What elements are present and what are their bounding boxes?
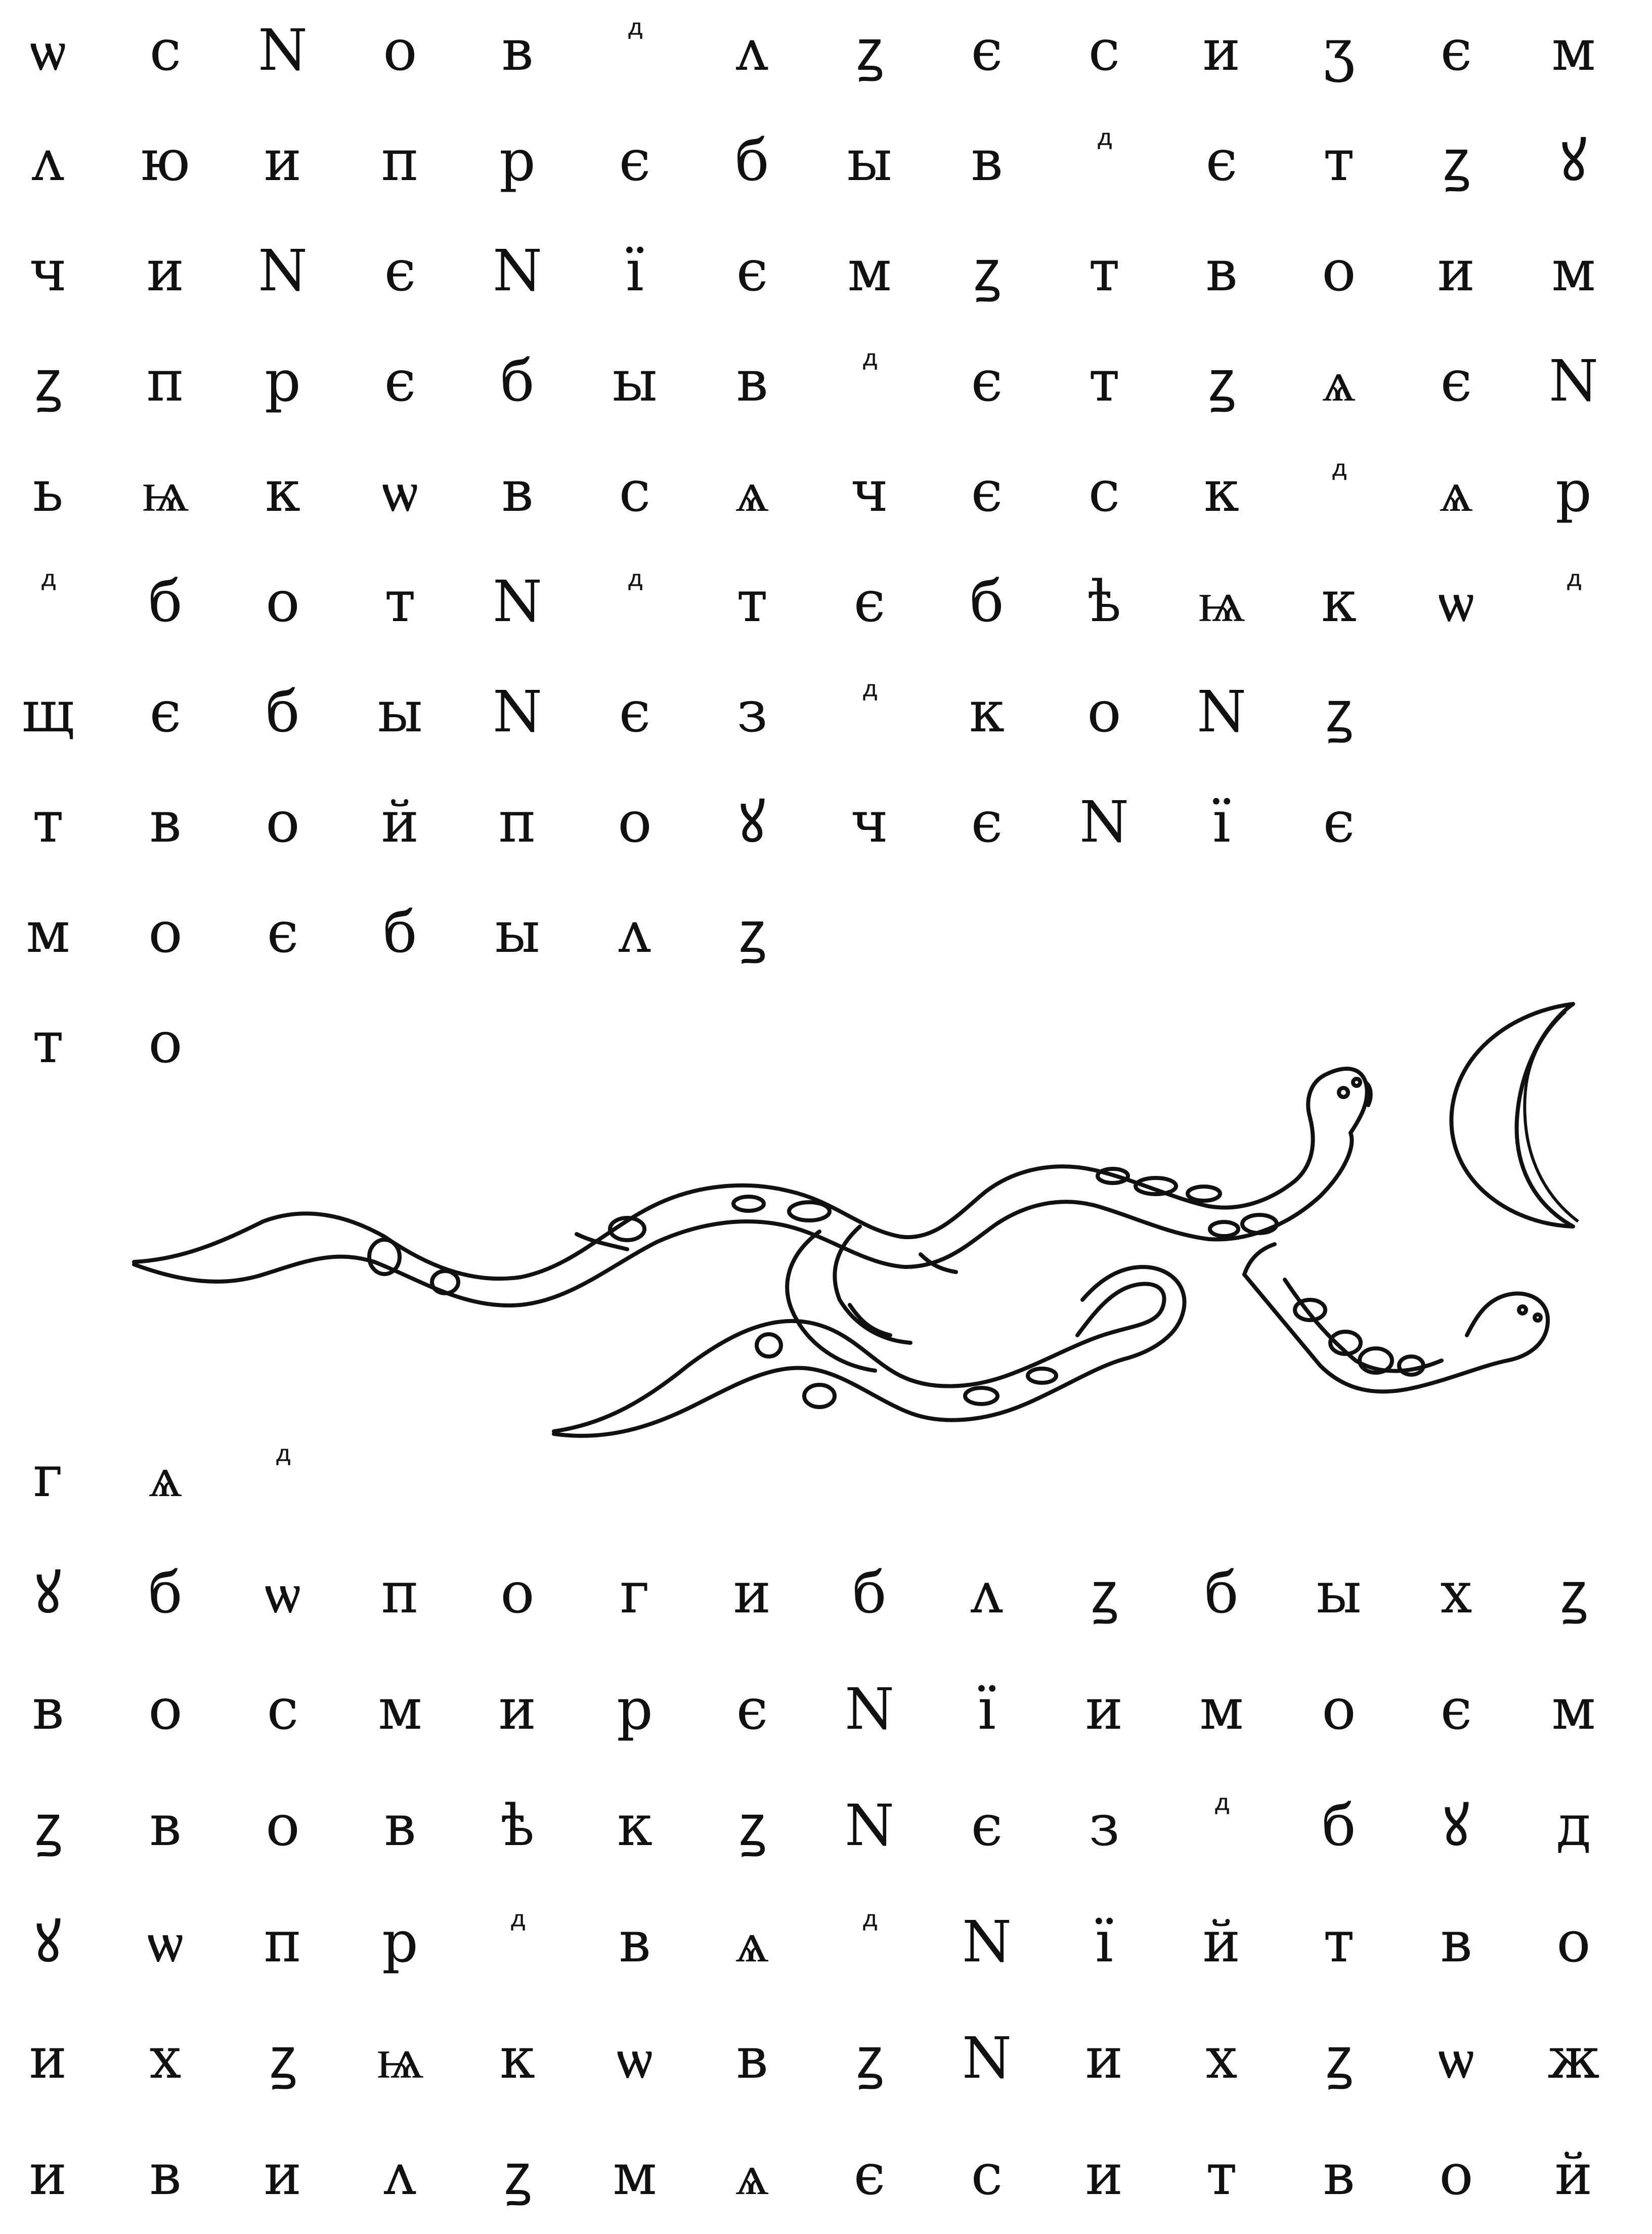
lower-grid-letter: ꙁ	[738, 1793, 766, 1859]
lower-grid-letter: в	[1440, 1909, 1472, 1975]
upper-grid-row	[0, 551, 1652, 652]
upper-grid-letter: и	[1202, 18, 1241, 83]
upper-grid-letter	[814, 662, 925, 763]
upper-grid-letter: м	[847, 238, 892, 304]
upper-grid-letter: п	[381, 128, 419, 194]
upper-grid-letter: с	[619, 459, 651, 524]
lower-grid-letter: и	[498, 1677, 537, 1742]
upper-grid-letter: и	[264, 128, 302, 194]
lower-grid-letter: ѡ	[617, 2026, 653, 2091]
upper-grid-letter: к	[969, 679, 1005, 745]
upper-grid-letter: о	[383, 18, 417, 83]
lower-grid-letter: ѧ	[735, 2142, 769, 2208]
upper-grid-letter: с	[1088, 18, 1120, 83]
upper-grid-letter: щ	[21, 679, 75, 745]
upper-grid-letter	[579, 0, 690, 101]
lower-grid-letter: х	[149, 2026, 182, 2091]
lower-grid-letter	[1166, 1775, 1277, 1876]
upper-grid-letter: є	[853, 569, 886, 635]
lower-grid-letter: в	[32, 1677, 64, 1742]
lower-grid-letter: т	[1323, 1909, 1355, 1975]
lower-grid-letter: N	[962, 1909, 1012, 1975]
upper-grid-letter: в	[149, 790, 182, 855]
upper-grid-letter: ч	[29, 238, 67, 304]
upper-grid-letter: б	[500, 348, 535, 414]
upper-grid-letter: ї	[626, 238, 644, 304]
upper-grid-letter: N	[493, 569, 542, 635]
upper-grid-row	[0, 221, 1652, 322]
upper-grid-letter: ч	[850, 459, 889, 524]
upper-grid-letter: ʒ	[1323, 18, 1355, 83]
upper-grid-letter: о	[148, 1010, 183, 1076]
lower-grid-letter: х	[1205, 2026, 1238, 2091]
upper-grid-letter: ю	[141, 128, 190, 194]
upper-grid-row	[0, 441, 1652, 542]
upper-grid-letter: т	[1323, 128, 1355, 194]
upper-grid-letter: м	[1551, 238, 1596, 304]
upper-grid-letter: й	[381, 790, 419, 855]
lower-grid-letter: р	[617, 1677, 653, 1742]
lower-grid-row	[0, 1543, 1652, 1644]
lower-grid-letter: о	[1322, 1677, 1356, 1742]
upper-grid-letter: м	[26, 900, 70, 966]
upper-grid-letter: и	[1437, 238, 1475, 304]
lower-grid-letter: N	[845, 1793, 894, 1859]
lower-grid-letter: ꙁ	[856, 2026, 883, 2091]
lower-grid-letter: б	[852, 1560, 887, 1626]
upper-grid-letter: ʌ	[736, 18, 768, 83]
lower-grid-letter: и	[1085, 2142, 1123, 2208]
upper-grid-letter: ѡ	[382, 459, 418, 524]
upper-grid-letter: р	[1555, 459, 1592, 524]
upper-grid-letter: ь	[32, 459, 64, 524]
upper-grid-letter: р	[499, 128, 536, 194]
upper-grid-letter: к	[1321, 569, 1357, 635]
lower-grid-letter: ы	[1316, 1560, 1362, 1626]
lower-grid-letter: б	[148, 1560, 183, 1626]
lower-grid-letter: м	[1551, 1677, 1596, 1742]
upper-grid-letter: к	[1204, 459, 1239, 524]
lower-grid-row	[0, 1426, 1652, 1527]
upper-grid-letter: в	[501, 18, 534, 83]
upper-grid-letter: ы	[495, 900, 540, 966]
lower-grid-letter: г	[620, 1560, 650, 1626]
upper-grid-letter: є	[1440, 18, 1472, 83]
lower-grid-letter: и	[29, 2026, 67, 2091]
upper-grid-letter: б	[970, 569, 1004, 635]
lower-grid-letter: ʌ	[384, 2142, 416, 2208]
lower-grid-letter: м	[378, 1677, 422, 1742]
upper-grid-letter: ꙋ	[1560, 128, 1587, 194]
lower-grid-letter: в	[149, 1793, 182, 1859]
upper-grid-letter	[814, 331, 925, 432]
lower-grid-letter: ꙁ	[504, 2142, 531, 2208]
upper-grid-row	[0, 992, 1652, 1093]
lower-grid-row	[0, 1659, 1652, 1760]
lower-grid-letter: ꙁ	[1091, 1560, 1118, 1626]
lower-grid-letter: в	[619, 1909, 651, 1975]
upper-grid-letter: ꙁ	[1443, 128, 1470, 194]
upper-grid-letter: N	[493, 238, 542, 304]
upper-grid-letter: о	[1322, 238, 1356, 304]
lower-grid-letter: ꙋ	[34, 1909, 62, 1975]
lower-grid-letter: й	[1202, 1909, 1241, 1975]
upper-grid-letter: ѡ	[1438, 569, 1474, 635]
upper-grid-letter: с	[1088, 459, 1120, 524]
lower-grid-letter: ж	[1547, 2026, 1600, 2091]
upper-grid-letter: N	[1549, 348, 1598, 414]
lower-grid-letter: ѡ	[147, 1909, 184, 1975]
upper-grid-letter: т	[1089, 348, 1120, 414]
upper-grid-row	[0, 110, 1652, 211]
upper-grid-letter: и	[146, 238, 185, 304]
lower-grid-letter: ʌ	[971, 1560, 1003, 1626]
lower-grid-letter: и	[1085, 2026, 1123, 2091]
upper-grid-letter: ы	[377, 679, 423, 745]
upper-grid-letter: ꙁ	[738, 900, 766, 966]
lower-grid-row	[0, 1775, 1652, 1876]
upper-grid-letter: ꙁ	[973, 238, 1001, 304]
upper-grid-letter: о	[1087, 679, 1121, 745]
lower-grid-letter: о	[266, 1793, 300, 1859]
upper-grid-letter: є	[1323, 790, 1355, 855]
lower-grid-letter: й	[1554, 2142, 1593, 2208]
upper-grid-letter: в	[971, 128, 1003, 194]
lower-grid-letter: и	[733, 1560, 771, 1626]
upper-grid-letter: т	[736, 569, 768, 635]
upper-grid-letter: є	[971, 348, 1003, 414]
upper-grid-letter: ѩ	[142, 459, 189, 524]
lower-grid-letter: є	[736, 1677, 768, 1742]
upper-grid-letter: ꙁ	[34, 348, 62, 414]
lower-grid-letter: ѩ	[376, 2026, 424, 2091]
upper-grid-letter: є	[1205, 128, 1238, 194]
upper-grid-letter: т	[32, 1010, 64, 1076]
upper-grid-letter: ѧ	[1322, 348, 1356, 414]
lower-grid-letter	[227, 1426, 338, 1527]
lower-grid-letter: х	[1440, 1560, 1472, 1626]
upper-grid-row	[0, 0, 1652, 101]
upper-grid-letter: ы	[847, 128, 892, 194]
upper-grid-letter: є	[384, 238, 416, 304]
upper-grid-letter	[1049, 110, 1160, 211]
lower-grid-letter: о	[1439, 2142, 1473, 2208]
lower-grid-letter: ї	[1095, 1909, 1113, 1975]
lower-grid-letter: ѧ	[735, 1909, 769, 1975]
upper-grid-letter: т	[32, 790, 64, 855]
lower-grid-letter: ꙋ	[1443, 1793, 1470, 1859]
lower-grid-letter: д	[1556, 1793, 1591, 1859]
lower-grid-letter: є	[971, 1793, 1003, 1859]
lower-grid-letter: п	[264, 1909, 302, 1975]
lower-grid-letter: ꙋ	[34, 1560, 62, 1626]
lower-grid-letter: п	[381, 1560, 419, 1626]
lower-grid-letter: с	[267, 1677, 299, 1742]
lower-grid-letter: р	[382, 1909, 418, 1975]
lower-grid-letter: и	[264, 2142, 302, 2208]
upper-grid-letter: є	[971, 790, 1003, 855]
snake-two-icon	[554, 1226, 1548, 1436]
lower-grid-letter	[814, 1892, 925, 1993]
lower-grid-letter: N	[962, 2026, 1012, 2091]
upper-grid-letter: т	[384, 569, 416, 635]
upper-grid-letter: в	[736, 348, 768, 414]
upper-grid-letter: ꙋ	[738, 790, 766, 855]
upper-grid-row	[0, 662, 1652, 763]
upper-grid-letter: N	[1197, 679, 1246, 745]
upper-grid-letter: к	[265, 459, 300, 524]
upper-grid-letter: N	[493, 679, 542, 745]
upper-grid-letter: є	[619, 679, 651, 745]
lower-grid-letter: б	[1204, 1560, 1239, 1626]
upper-grid-letter: є	[971, 18, 1003, 83]
lower-grid-letter: о	[148, 1677, 183, 1742]
lower-grid-letter: к	[500, 2026, 535, 2091]
lower-grid-letter: в	[736, 2026, 768, 2091]
upper-grid-letter: в	[501, 459, 534, 524]
lower-grid-row	[0, 2124, 1652, 2225]
lower-grid-letter: ї	[978, 1677, 996, 1742]
lower-grid-letter: є	[853, 2142, 886, 2208]
upper-grid-letter: є	[619, 128, 651, 194]
lower-grid-letter: ꙁ	[1325, 2026, 1353, 2091]
upper-grid-letter: ꙁ	[1325, 679, 1353, 745]
upper-grid-letter: ʌ	[619, 900, 651, 966]
upper-grid-letter: т	[1089, 238, 1120, 304]
upper-grid-letter: ѧ	[1439, 459, 1473, 524]
lower-grid-row	[0, 1892, 1652, 1993]
lower-grid-letter: є	[1440, 1677, 1472, 1742]
lower-grid-row	[0, 2008, 1652, 2109]
lower-grid-letter: м	[613, 2142, 657, 2208]
lower-grid-letter: ꙁ	[1560, 1560, 1587, 1626]
upper-grid-letter: б	[266, 679, 300, 745]
upper-grid-letter: в	[1205, 238, 1238, 304]
lower-grid-letter: в	[384, 1793, 416, 1859]
upper-grid-letter: м	[1551, 18, 1596, 83]
upper-grid-letter: ѡ	[30, 18, 66, 83]
upper-grid-letter: б	[148, 569, 183, 635]
upper-grid-letter: N	[258, 18, 308, 83]
upper-grid-letter: о	[266, 790, 300, 855]
upper-grid-letter: с	[149, 18, 182, 83]
snake-one-icon	[134, 1069, 1371, 1305]
lower-grid-letter: б	[1322, 1793, 1356, 1859]
upper-grid-letter: N	[1079, 790, 1129, 855]
lower-grid-letter: в	[1323, 2142, 1355, 2208]
lower-grid-letter: в	[149, 2142, 182, 2208]
upper-grid-letter: ѧ	[735, 459, 769, 524]
lower-grid-letter: о	[1556, 1909, 1591, 1975]
upper-grid-letter: є	[149, 679, 182, 745]
upper-grid-letter: б	[735, 128, 769, 194]
lower-grid-letter: N	[845, 1677, 894, 1742]
lower-grid-letter: и	[29, 2142, 67, 2208]
upper-grid-letter: б	[383, 900, 417, 966]
upper-grid-letter: ꙁ	[856, 18, 883, 83]
lower-grid-letter: т	[1206, 2142, 1237, 2208]
upper-grid-letter: є	[384, 348, 416, 414]
lower-grid-letter: ѣ	[500, 1793, 535, 1859]
upper-grid-letter	[1283, 441, 1395, 542]
upper-grid-letter: є	[267, 900, 299, 966]
upper-grid-letter: о	[266, 569, 300, 635]
upper-grid-letter: о	[618, 790, 652, 855]
lower-grid-letter: о	[500, 1560, 535, 1626]
upper-grid-letter: о	[148, 900, 183, 966]
upper-grid-letter: є	[971, 459, 1003, 524]
upper-grid-letter: р	[265, 348, 301, 414]
lower-grid-letter: з	[1089, 1793, 1120, 1859]
lower-grid-letter: ꙁ	[34, 1793, 62, 1859]
upper-grid-row	[0, 882, 1652, 983]
lower-grid-letter: и	[1085, 1677, 1123, 1742]
upper-grid-letter: ѩ	[1198, 569, 1245, 635]
upper-grid-letter	[1518, 551, 1629, 652]
lower-grid-letter	[462, 1892, 573, 1993]
upper-grid-letter: є	[1440, 348, 1472, 414]
upper-grid-row	[0, 331, 1652, 432]
upper-grid-letter	[0, 551, 104, 652]
upper-grid-letter: ї	[1212, 790, 1231, 855]
upper-grid-letter: ꙁ	[1208, 348, 1235, 414]
lower-grid-letter: к	[617, 1793, 653, 1859]
upper-grid-letter: ч	[850, 790, 889, 855]
upper-grid-row	[0, 772, 1652, 873]
upper-grid-letter: п	[498, 790, 537, 855]
upper-grid-letter: п	[146, 348, 185, 414]
lower-grid-letter: ѡ	[265, 1560, 301, 1626]
lower-grid-letter: ꙁ	[269, 2026, 296, 2091]
upper-grid-letter: ʌ	[32, 128, 64, 194]
upper-grid-letter: є	[736, 238, 768, 304]
upper-grid-letter: ѣ	[1087, 569, 1121, 635]
upper-grid-letter: N	[258, 238, 308, 304]
upper-grid-letter: ы	[612, 348, 658, 414]
lower-grid-letter: м	[1199, 1677, 1244, 1742]
lower-grid-letter: г	[33, 1444, 63, 1510]
lower-grid-letter: ѧ	[148, 1444, 183, 1510]
upper-grid-letter	[579, 551, 690, 652]
lower-grid-letter: ѡ	[1438, 2026, 1474, 2091]
upper-grid-letter: з	[736, 679, 768, 745]
lower-grid-letter: с	[971, 2142, 1003, 2208]
